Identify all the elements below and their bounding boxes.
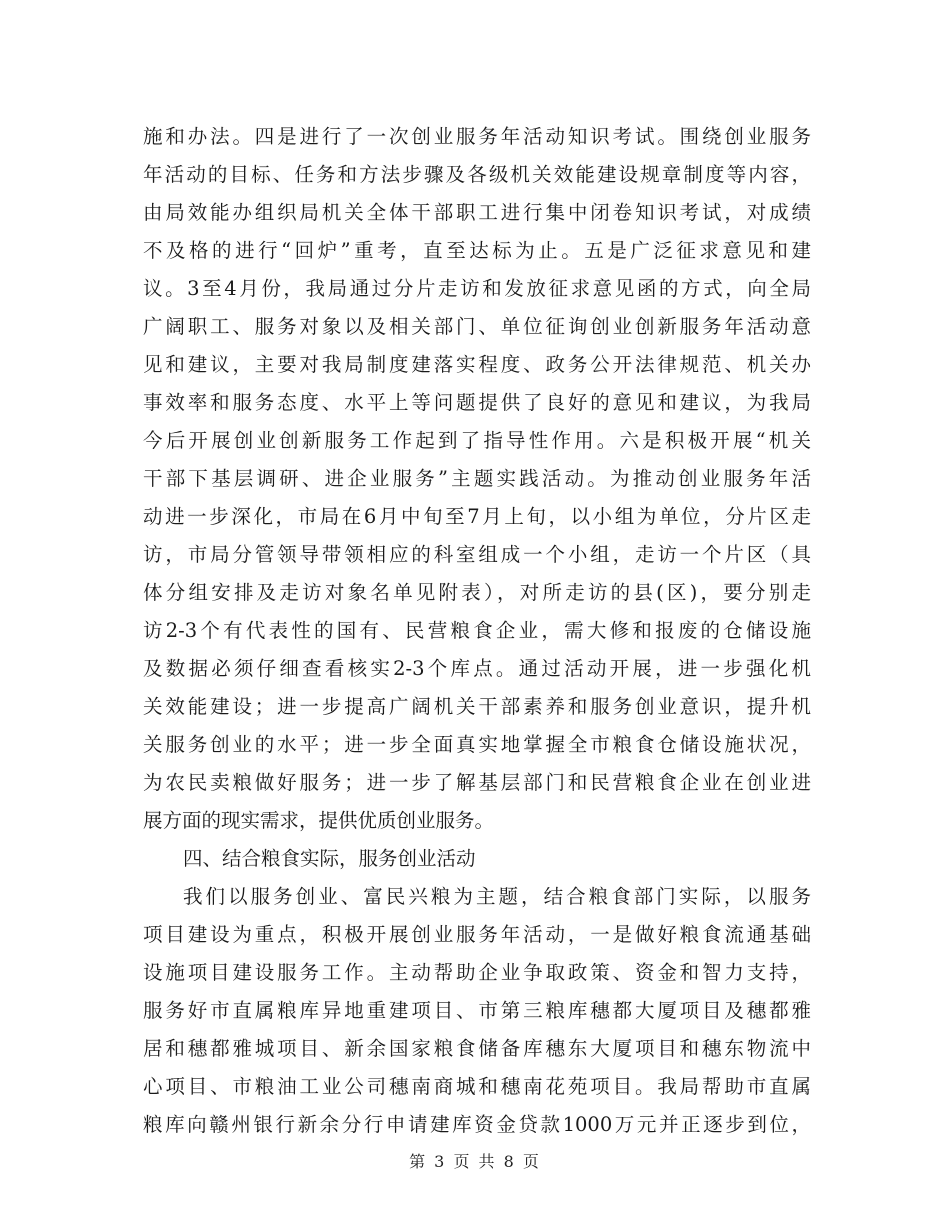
text-line-18: 为农民卖粮做好服务；进一步了解基层部门和民营粮食企业在创业进 [143, 771, 811, 794]
text-line-16: 关效能建设；进一步提高广阔机关干部素养和服务创业意识，提升机 [143, 695, 811, 718]
text-line-21: 我们以服务创业、富民兴粮为主题，结合粮食部门实际，以服务 [183, 885, 811, 908]
text-line-7: 见和建议，主要对我局制度建落实程度、政务公开法律规范、机关办 [143, 353, 811, 376]
text-line-19: 展方面的现实需求，提供优质创业服务。 [143, 809, 495, 832]
text-line-4: 不及格的进行“回炉”重考，直至达标为止。五是广泛征求意见和建 [143, 239, 811, 262]
text-line-23: 设施项目建设服务工作。主动帮助企业争取政策、资金和智力支持， [143, 961, 811, 984]
text-line-8: 事效率和服务态度、水平上等问题提供了良好的意见和建议，为我局 [143, 391, 811, 414]
text-line-22: 项目建设为重点，积极开展创业服务年活动，一是做好粮食流通基础 [143, 923, 811, 946]
text-line-14: 访2-3个有代表性的国有、民营粮食企业，需大修和报废的仓储设施 [143, 619, 811, 642]
text-line-10: 干部下基层调研、进企业服务”主题实践活动。为推动创业服务年活 [143, 467, 811, 490]
text-line-24: 服务好市直属粮库异地重建项目、市第三粮库穗都大厦项目及穗都雅 [143, 999, 811, 1022]
text-line-6: 广阔职工、服务对象以及相关部门、单位征询创业创新服务年活动意 [143, 315, 811, 338]
text-line-2: 年活动的目标、任务和方法步骤及各级机关效能建设规章制度等内容， [143, 163, 811, 186]
text-line-25: 居和穗都雅城项目、新余国家粮食储备库穗东大厦项目和穗东物流中 [143, 1037, 811, 1060]
text-line-5: 议。3至4月份，我局通过分片走访和发放征求意见函的方式，向全局 [143, 277, 811, 300]
text-line-27: 粮库向赣州银行新余分行申请建库资金贷款1000万元并正逐步到位， [143, 1113, 811, 1136]
text-line-26: 心项目、市粮油工业公司穗南商城和穗南花苑项目。我局帮助市直属 [143, 1075, 811, 1098]
text-line-13: 体分组安排及走访对象名单见附表），对所走访的县(区)，要分别走 [143, 581, 811, 604]
text-line-12: 访，市局分管领导带领相应的科室组成一个小组，走访一个片区（具 [143, 543, 811, 566]
text-line-1: 施和办法。四是进行了一次创业服务年活动知识考试。围绕创业服务 [143, 125, 811, 148]
text-line-3: 由局效能办组织局机关全体干部职工进行集中闭卷知识考试，对成绩 [143, 201, 811, 224]
text-line-15: 及数据必须仔细查看核实2-3个库点。通过活动开展，进一步强化机 [143, 657, 811, 680]
text-line-11: 动进一步深化，市局在6月中旬至7月上旬，以小组为单位，分片区走 [143, 505, 811, 528]
document-body [143, 118, 811, 1144]
text-line-9: 今后开展创业创新服务工作起到了指导性作用。六是积极开展“机关 [143, 429, 811, 452]
text-line-17: 关服务创业的水平；进一步全面真实地掌握全市粮食仓储设施状况， [143, 733, 811, 756]
page-footer: 第 3 页 共 8 页 [409, 1152, 541, 1171]
section-heading: 四、结合粮食实际，服务创业活动 [183, 847, 476, 870]
